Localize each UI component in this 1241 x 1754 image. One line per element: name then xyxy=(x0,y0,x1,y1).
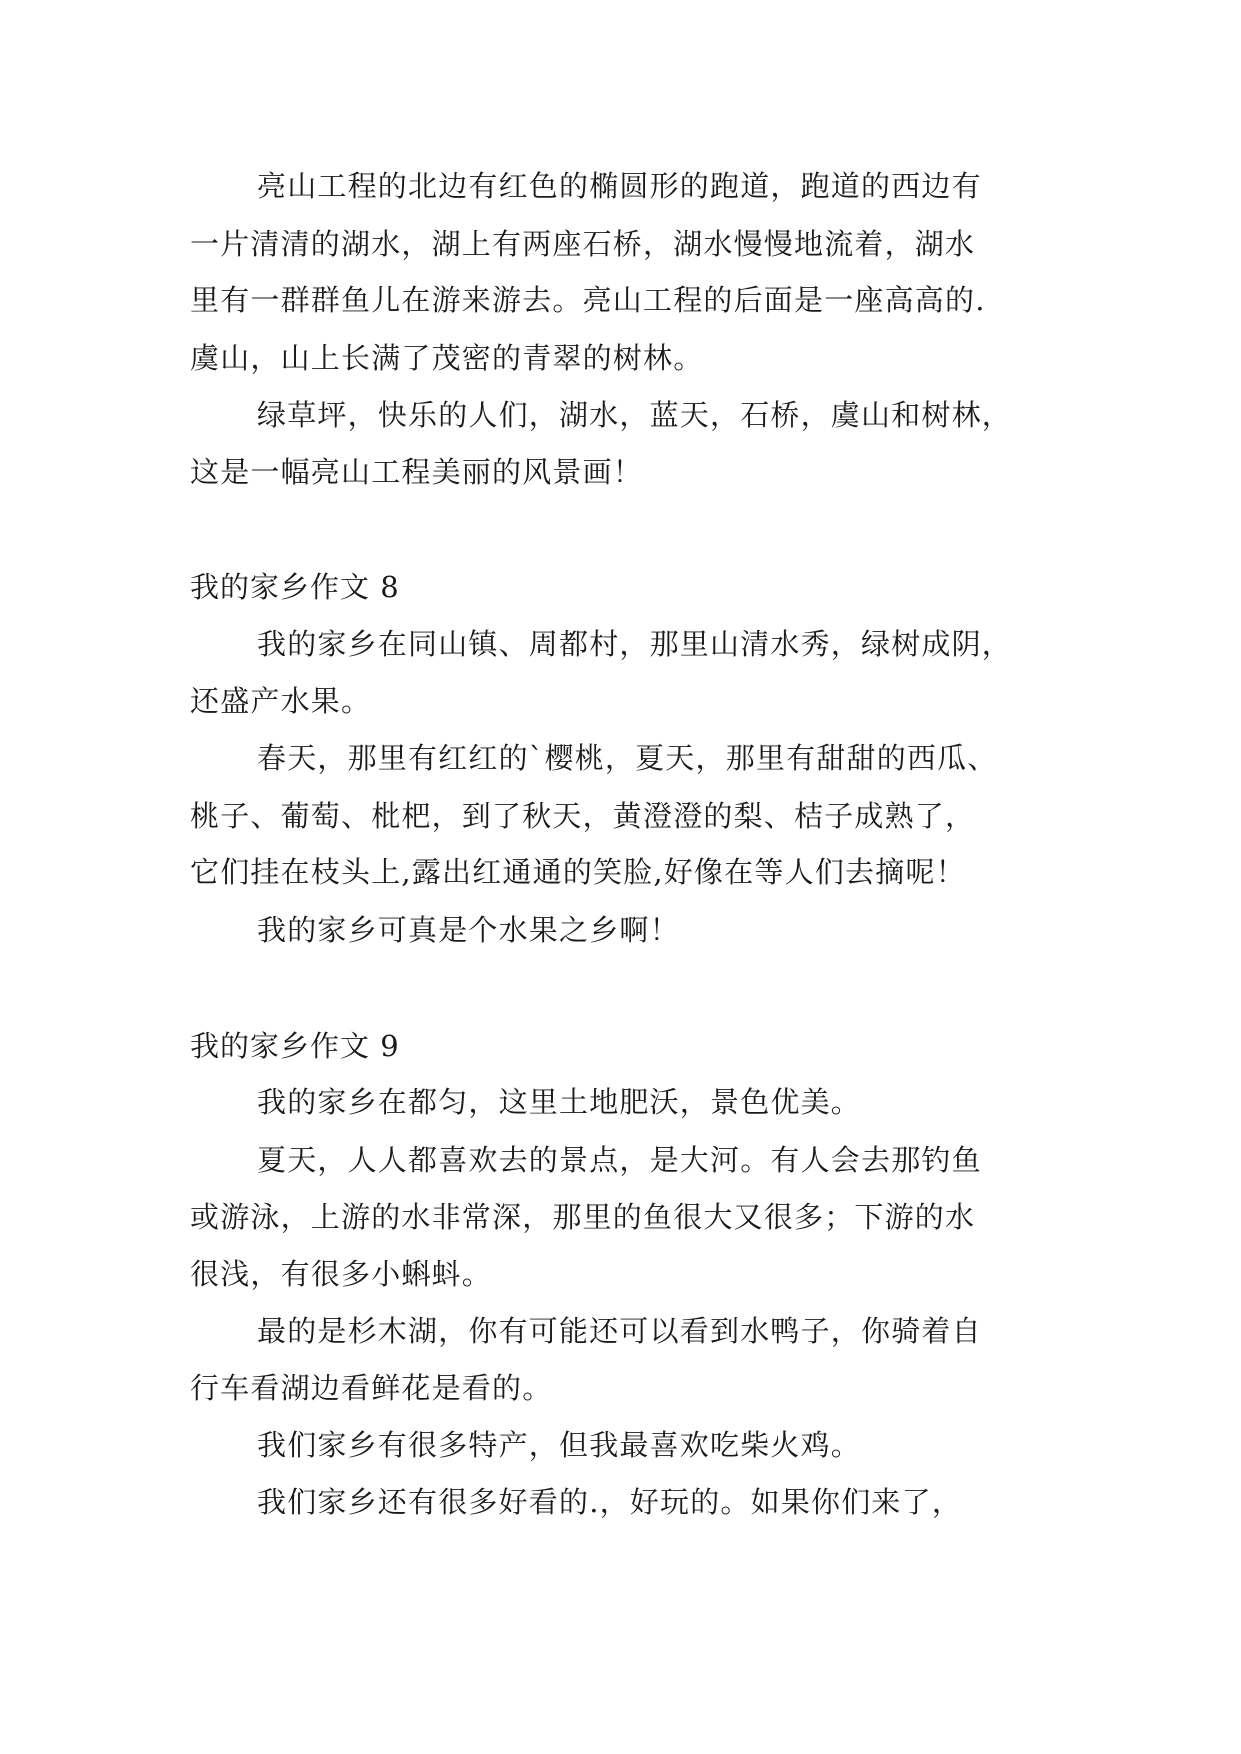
paragraph-line: 这是一幅亮山工程美丽的风景画！ xyxy=(190,455,644,489)
paragraph-line: 它们挂在枝头上,露出红通通的笑脸,好像在等人们去摘呢！ xyxy=(190,855,966,889)
paragraph-line: 或游泳，上游的水非常深，那里的鱼很大又很多；下游的水 xyxy=(190,1200,976,1234)
paragraph-line: 一片清清的湖水，湖上有两座石桥，湖水慢慢地流着，湖水 xyxy=(190,227,976,261)
paragraph-line: 我们家乡有很多特产，但我最喜欢吃柴火鸡。 xyxy=(257,1428,862,1462)
paragraph-line: 亮山工程的北边有红色的椭圆形的跑道，跑道的西边有 xyxy=(257,169,982,203)
paragraph-line: 我们家乡还有很多好看的.，好玩的。如果你们来了， xyxy=(257,1485,963,1519)
paragraph-line: 我的家乡在都匀，这里土地肥沃，景色优美。 xyxy=(257,1085,862,1119)
paragraph-line: 桃子、葡萄、枇杷，到了秋天，黄澄澄的梨、桔子成熟了， xyxy=(190,799,976,833)
paragraph-line: 虞山，山上长满了茂密的青翠的树林。 xyxy=(190,341,704,375)
paragraph-line: 行车看湖边看鲜花是看的。 xyxy=(190,1371,553,1405)
paragraph-line: 最的是杉木湖，你有可能还可以看到水鸭子，你骑着自 xyxy=(257,1314,982,1348)
paragraph-line: 春天，那里有红红的`樱桃，夏天，那里有甜甜的西瓜、 xyxy=(257,741,998,775)
paragraph-line: 绿草坪，快乐的人们，湖水，蓝天，石桥，虞山和树林， xyxy=(257,398,1013,432)
paragraph-line: 夏天，人人都喜欢去的景点，是大河。有人会去那钓鱼 xyxy=(257,1143,982,1177)
section-heading: 我的家乡作文 8 xyxy=(190,570,400,604)
paragraph-line: 我的家乡可真是个水果之乡啊！ xyxy=(257,913,680,947)
paragraph-line: 很浅，有很多小蝌蚪。 xyxy=(190,1257,493,1291)
paragraph-line: 还盛产水果。 xyxy=(190,684,372,718)
paragraph-line: 里有一群群鱼儿在游来游去。亮山工程的后面是一座高高的. xyxy=(190,283,986,317)
section-heading: 我的家乡作文 9 xyxy=(190,1029,400,1063)
paragraph-line: 我的家乡在同山镇、周都村，那里山清水秀，绿树成阴， xyxy=(257,627,1013,661)
